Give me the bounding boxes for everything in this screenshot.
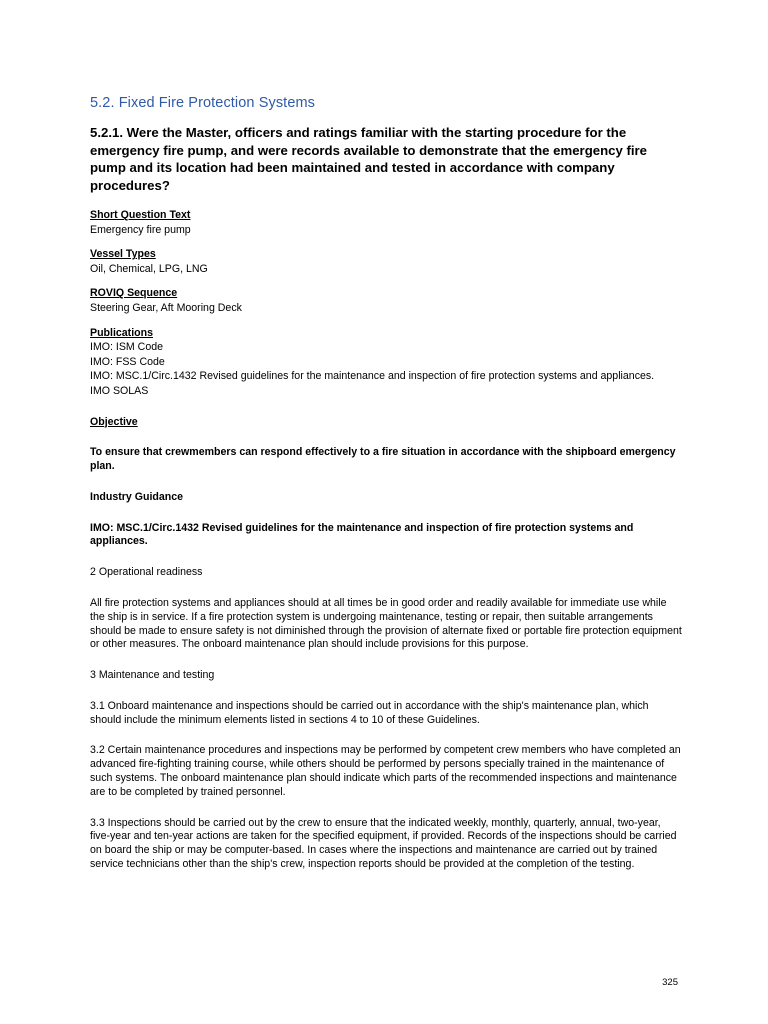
paragraph-3-3: 3.3 Inspections should be carried out by the crew to ensure that the indicated weekly, monthly, quarterly, annual, two-year, five-year and ten-year actions are taken for the specified equipment, if provided. Records of the inspections should be carried on board the ship or may be computer-based. In cases where the inspections and maintenance are carried out by trained service technicians other than the ship's crew, inspection reports should be provided at the completion of the testing. (90, 816, 677, 871)
operational-readiness-heading: 2 Operational readiness (90, 566, 203, 579)
short-question-field (90, 208, 682, 237)
vessel-types-value: Oil, Chemical, LPG, LNG (90, 262, 208, 275)
vessel-types-field (90, 247, 682, 276)
industry-guidance-heading: Industry Guidance (90, 490, 184, 503)
publication-item: IMO: MSC.1/Circ.1432 Revised guidelines for the maintenance and inspection of fire protection systems and appliances. (90, 370, 655, 383)
roviq-value: Steering Gear, Aft Mooring Deck (90, 301, 242, 314)
section-heading: 5.2. Fixed Fire Protection Systems (90, 95, 316, 111)
vessel-types-label: Vessel Types (90, 248, 156, 261)
short-question-label: Short Question Text (90, 209, 191, 221)
page-content (90, 94, 682, 872)
paragraph-3-2: 3.2 Certain maintenance procedures and inspections may be performed by competent crew members who have completed an advanced fire-fighting training course, while others should be performed by persons specially trained in the maintenance of such systems. The onboard maintenance plan should indicate which parts of the recommended inspections and maintenance are to be completed by trained personnel. (90, 744, 681, 798)
publication-item: IMO: FSS Code (90, 355, 165, 368)
publications-field (90, 326, 682, 399)
paragraph-3-1: 3.1 Onboard maintenance and inspections should be carried out in accordance with the ship's maintenance plan, which should include the minimum elements listed in sections 4 to 10 of these Guidelines. (90, 699, 649, 726)
publication-item: IMO SOLAS (90, 384, 149, 397)
publications-label: Publications (90, 326, 153, 339)
roviq-field (90, 286, 682, 315)
guidance-source-title: IMO: MSC.1/Circ.1432 Revised guidelines for the maintenance and inspection of fire protection systems and appliances. (90, 521, 634, 548)
question-heading: 5.2.1. Were the Master, officers and ratings familiar with the starting procedure for the emergency fire pump, and were records available to demonstrate that the emergency fire pump and its location had been maintained and tested in accordance with company procedures? (90, 125, 647, 193)
maintenance-testing-heading: 3 Maintenance and testing (90, 669, 215, 682)
page-number: 325 (662, 977, 678, 988)
objective-text: To ensure that crewmembers can respond effectively to a fire situation in accordance with the shipboard emergency plan. (90, 446, 676, 472)
short-question-value: Emergency fire pump (90, 223, 191, 236)
publication-item: IMO: ISM Code (90, 341, 163, 354)
operational-readiness-text: All fire protection systems and appliances should at all times be in good order and readily available for immediate use while the ship is in service. If a fire protection system is undergoing maintenance, testing or repair, then suitable arrangements should be made to ensure safety is not diminished through the provision of alternate fixed or portable fire protection equipment or other measures. The onboard maintenance plan should include provisions for this purpose. (90, 596, 682, 651)
roviq-label: ROVIQ Sequence (90, 287, 178, 300)
objective-label: Objective (90, 415, 138, 428)
